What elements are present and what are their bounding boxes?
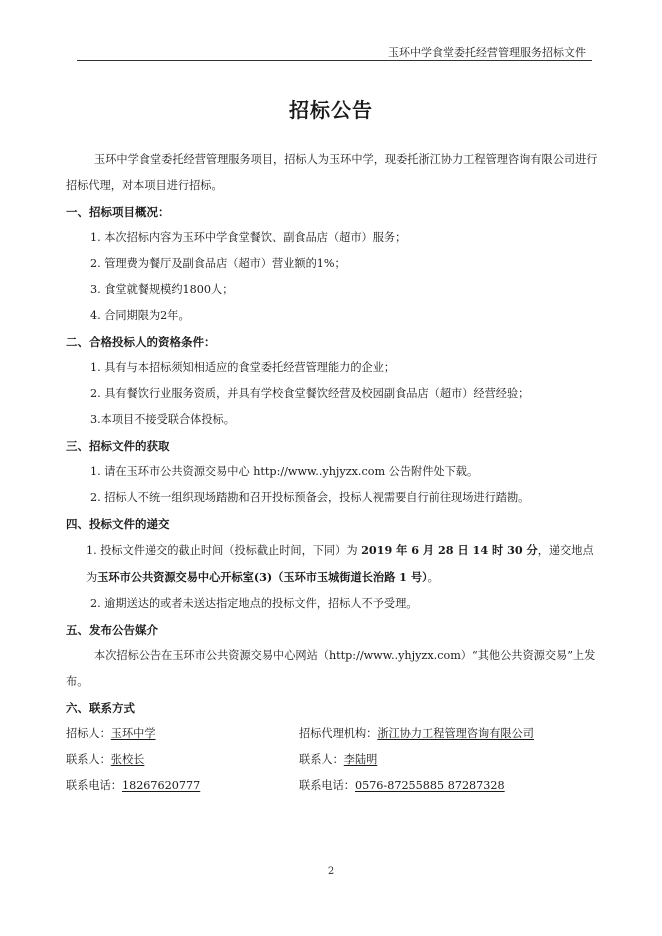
agency-phone-row xyxy=(299,773,598,799)
section-4-item-1 xyxy=(66,537,598,591)
agency-contact-row xyxy=(299,747,598,773)
agency-label: 招标代理机构： xyxy=(299,727,378,740)
submission-deadline: 2019 年 6 月 28 日 14 时 30 分 xyxy=(361,543,538,557)
tenderer-phone-row xyxy=(66,773,299,799)
section-5-heading: 五、发布公告媒介 xyxy=(66,623,158,637)
agency-value: 浙江协力工程管理咨询有限公司 xyxy=(377,727,534,740)
section-1-item-2: 2. 管理费为餐厅及副食品店（超市）营业额的1%； xyxy=(90,257,346,270)
tenderer-phone-label: 联系电话： xyxy=(66,779,122,792)
section-2-item-2: 2. 具有餐饮行业服务资质，并具有学校食堂餐饮经营及校园副食品店（超市）经营经验； xyxy=(90,387,530,400)
tenderer-contact-value: 张校长 xyxy=(110,753,145,766)
tenderer-value: 玉环中学 xyxy=(110,727,156,740)
section-4-heading: 四、投标文件的递交 xyxy=(66,517,170,531)
tenderer-phone-value: 18267620777 xyxy=(121,779,201,792)
page-number: 2 xyxy=(327,866,335,877)
section-2-item-3: 3.本项目不接受联合体投标。 xyxy=(90,413,235,426)
agency-row xyxy=(299,721,598,747)
header-divider xyxy=(77,60,592,61)
section-1-heading: 一、招标项目概况： xyxy=(66,205,170,219)
intro-paragraph: 玉环中学食堂委托经营管理服务项目，招标人为玉环中学，现委托浙江协力工程管理咨询有限公司进行招标代理，对本项目进行招标。 xyxy=(66,153,598,192)
tenderer-contact-label: 联系人： xyxy=(66,753,111,766)
section-1-item-1: 1. 本次招标内容为玉环中学食堂餐饮、副食品店（超市）服务； xyxy=(90,231,407,244)
agency-contact-value: 李陆明 xyxy=(343,753,378,766)
running-header: 玉环中学食堂委托经营管理服务招标文件 xyxy=(388,46,586,59)
section-4-item-2: 2. 逾期送达的或者未送达指定地点的投标文件，招标人不予受理。 xyxy=(90,597,418,610)
submission-suffix: 。 xyxy=(427,571,439,584)
section-3-item-1: 1. 请在玉环市公共资源交易中心 http://www..yhjyzx.com 公告附件处下载。 xyxy=(90,465,479,478)
document-title: 招标公告 xyxy=(289,98,373,122)
agency-phone-label: 联系电话： xyxy=(299,779,355,792)
tenderer-label: 招标人： xyxy=(66,727,111,740)
section-2-heading: 二、合格投标人的资格条件： xyxy=(66,335,216,349)
submission-location: 玉环市公共资源交易中心开标室(3)（玉环市玉城街道长治路 1 号） xyxy=(97,570,428,584)
tenderer-contact-row xyxy=(66,747,299,773)
submission-prefix: 1. 投标文件递交的截止时间（投标截止时间，下同）为 xyxy=(86,544,362,557)
tenderer-row xyxy=(66,721,299,747)
section-1-item-4: 4. 合同期限为2年。 xyxy=(90,309,190,322)
submission-middle: ，递交地点为 xyxy=(86,544,594,584)
section-5-text: 本次招标公告在玉环市公共资源交易中心网站（http://www..yhjyzx.com）“其他公共资源交易”上发布。 xyxy=(66,649,596,688)
contact-table xyxy=(66,721,598,799)
section-3-heading: 三、招标文件的获取 xyxy=(66,439,170,453)
agency-phone-value: 0576-87255885 87287328 xyxy=(354,779,505,792)
section-1-item-3: 3. 食堂就餐规模约1800人； xyxy=(90,283,234,296)
section-6-heading: 六、联系方式 xyxy=(66,701,135,715)
agency-contact-label: 联系人： xyxy=(299,753,344,766)
section-3-item-2: 2. 招标人不统一组织现场踏勘和召开投标预备会，投标人视需要自行前往现场进行踏勘。 xyxy=(90,491,530,504)
document-body xyxy=(66,147,598,799)
section-2-item-1: 1. 具有与本招标须知相适应的食堂委托经营管理能力的企业； xyxy=(90,361,396,374)
